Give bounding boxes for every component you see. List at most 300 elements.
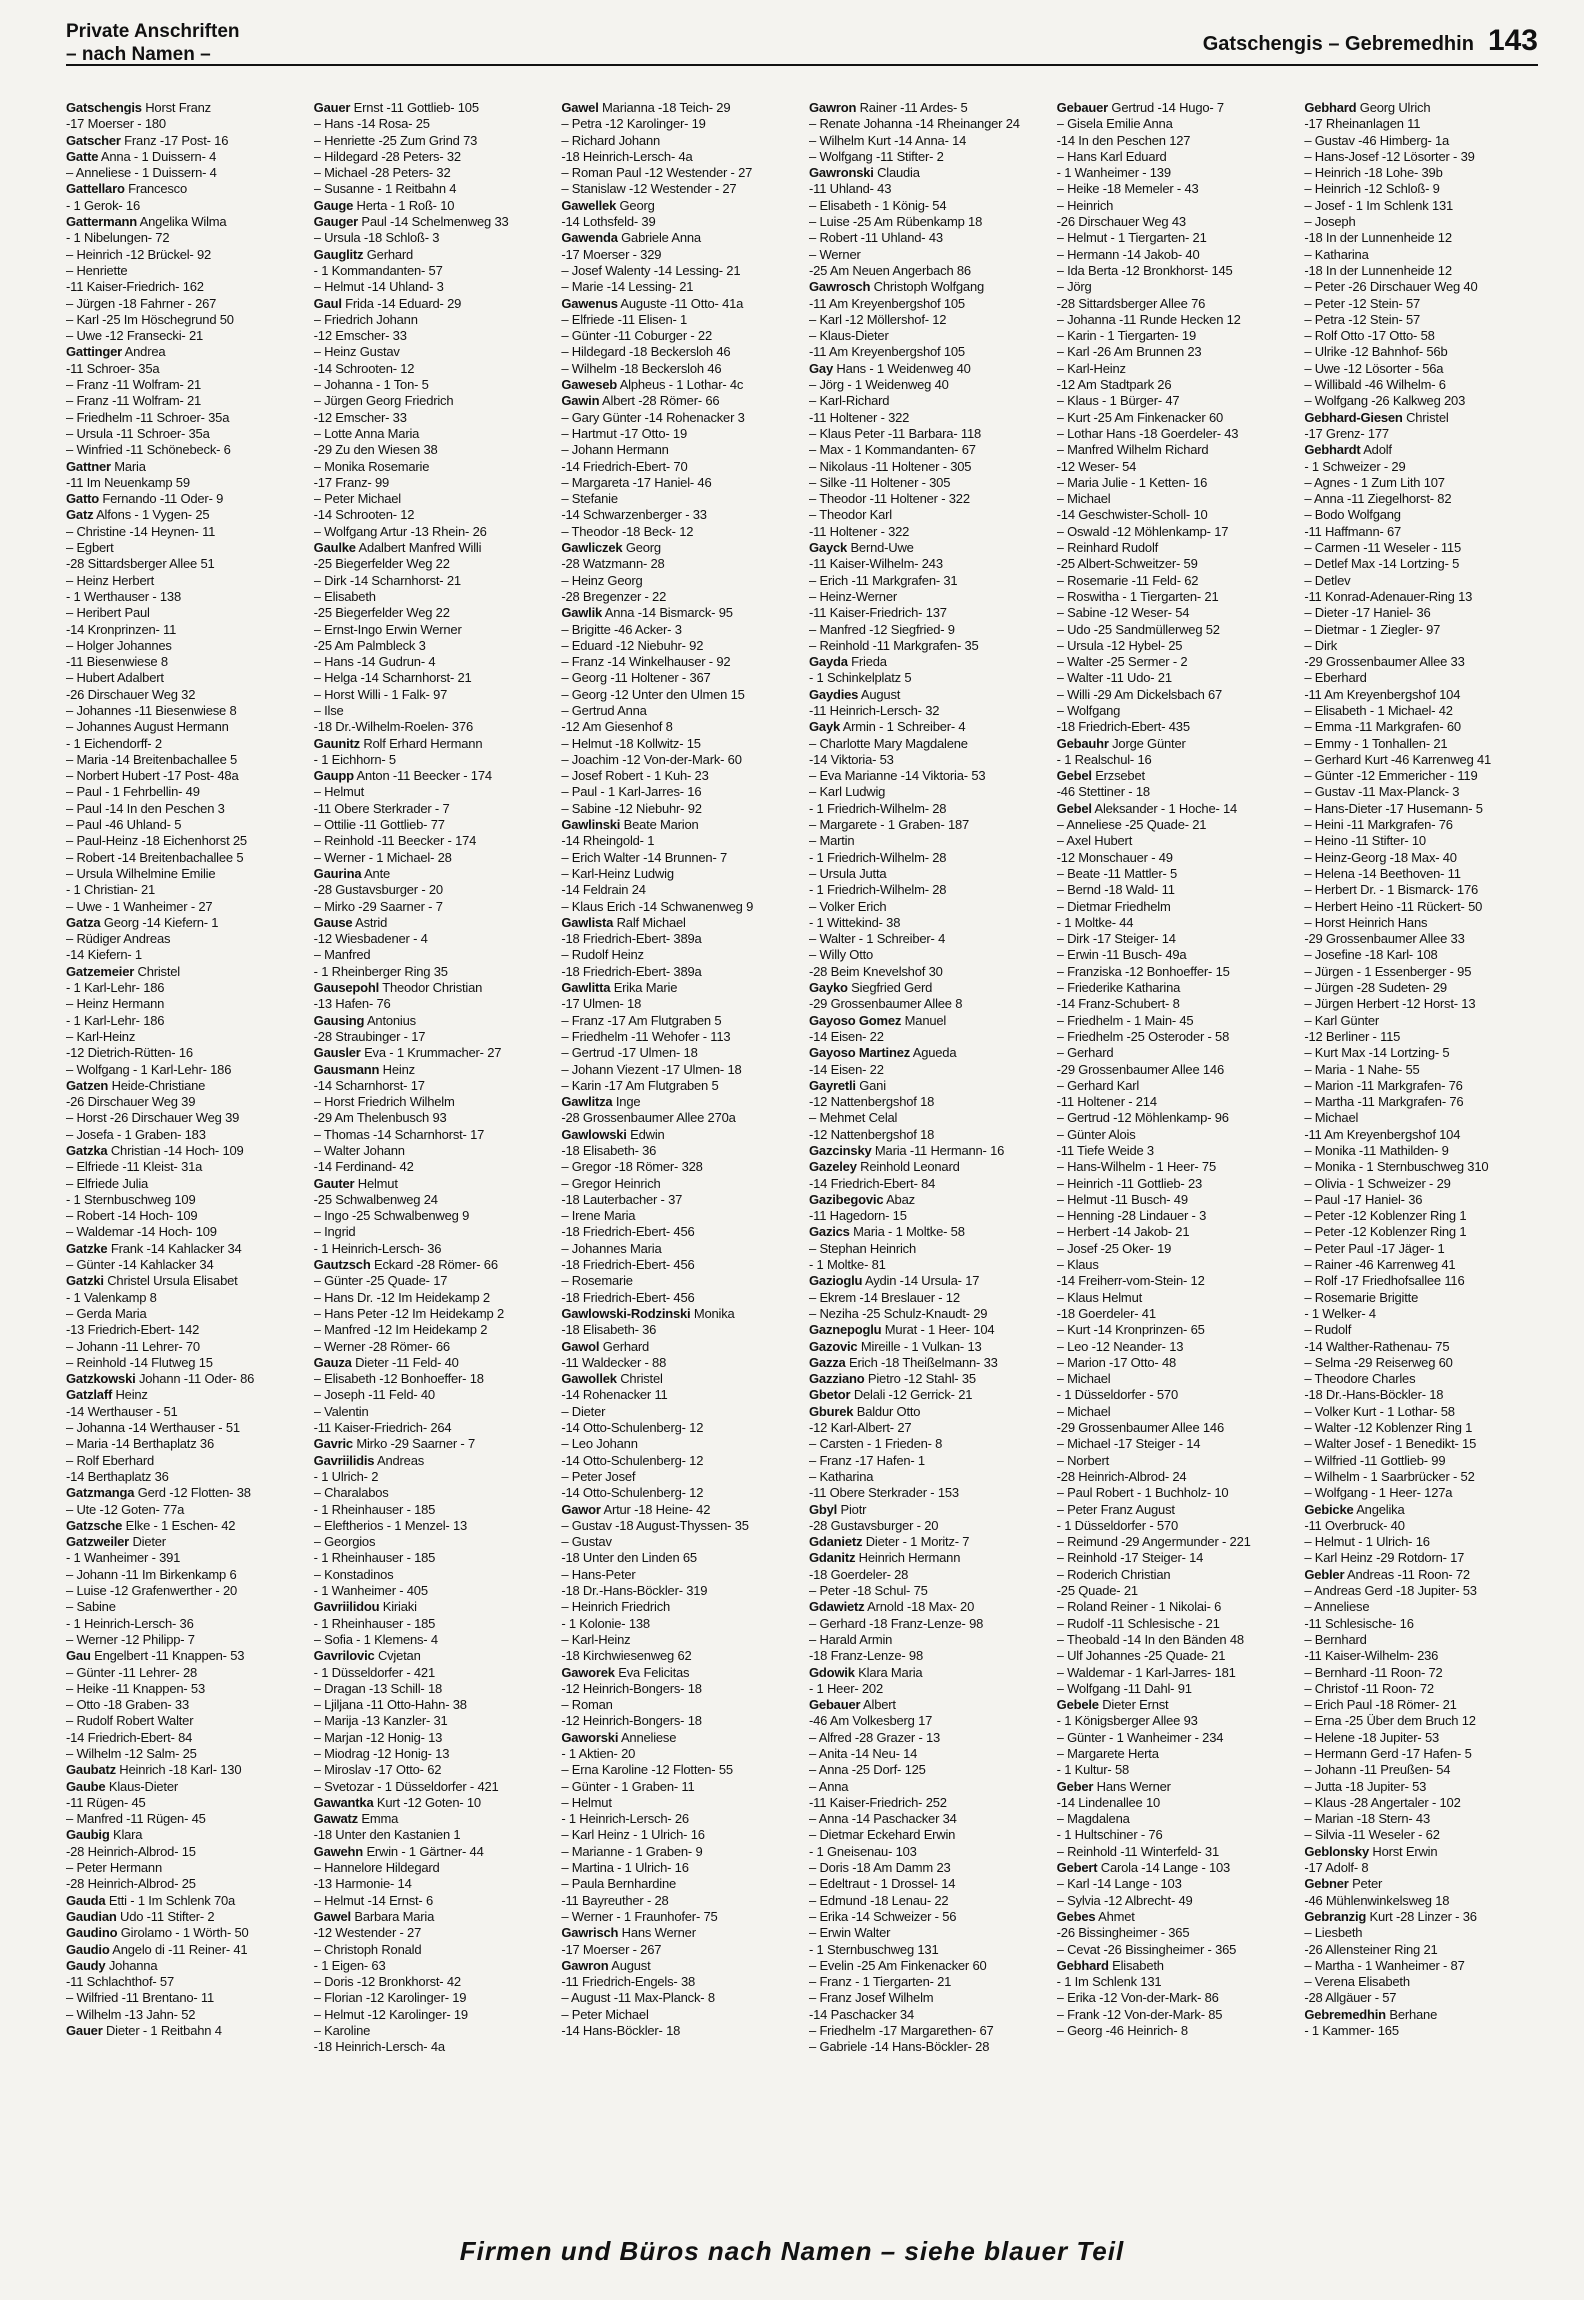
directory-entry (561, 736, 795, 752)
entry-text: – Gerhard (1056, 1045, 1114, 1061)
directory-entry (314, 1094, 548, 1110)
directory-entry (561, 230, 795, 246)
entry-text: – Franziska -12 Bonhoeffer- 15 (1056, 963, 1230, 979)
entry-text: -12 Am Giesenhof 8 (561, 719, 673, 735)
directory-entry (66, 426, 300, 442)
entry-text: – Anita -14 Neu- 14 (809, 1745, 918, 1761)
entry-text: – Rudolf Robert Walter (66, 1713, 194, 1729)
entry-surname: Gayretli (809, 1077, 856, 1093)
entry-text: Inge (612, 1094, 641, 1110)
entry-surname: Gatzlaff (66, 1387, 113, 1403)
directory-entry (66, 1942, 300, 1958)
directory-entry (561, 328, 795, 344)
directory-entry (314, 915, 548, 931)
entry-text: – Peter -12 Koblenzer Ring 1 (1304, 1224, 1467, 1240)
directory-entry (809, 1029, 1043, 1045)
directory-entry (314, 1192, 548, 1208)
entry-text: -11 Kaiser-Wilhelm- 236 (1304, 1648, 1439, 1664)
entry-text: – Dirk -17 Steiger- 14 (1056, 931, 1176, 947)
directory-entry (1057, 491, 1291, 507)
directory-entry (314, 230, 548, 246)
directory-entry (809, 882, 1043, 898)
directory-entry (809, 1990, 1043, 2006)
footer-note: Firmen und Büros nach Namen – siehe blauer Teil (459, 2236, 1125, 2266)
directory-entry (314, 475, 548, 491)
directory-entry (809, 1974, 1043, 1990)
directory-entry (809, 964, 1043, 980)
entry-text: - 1 Im Schlenk 131 (1056, 1974, 1162, 1990)
entry-text: – Cevat -26 Bissingheimer - 365 (1056, 1941, 1237, 1957)
entry-surname: Gebauer (809, 1697, 861, 1713)
entry-text: – Rosemarie Brigitte (1304, 1289, 1419, 1305)
entry-text: Erzsebet (1091, 768, 1145, 784)
entry-text: -14 Werthauser - 51 (66, 1403, 178, 1419)
entry-text: – Waldemar - 1 Karl-Jarres- 181 (1056, 1664, 1236, 1680)
directory-entry (1304, 1029, 1538, 1045)
entry-text: -46 Am Volkesberg 17 (809, 1713, 933, 1729)
entry-surname: Gawrosch (809, 279, 871, 295)
directory-entry (561, 1094, 795, 1110)
directory-entry (561, 1958, 795, 1974)
directory-entry (1057, 1306, 1291, 1322)
directory-entry (66, 1502, 300, 1518)
entry-text: Artur -18 Heine- 42 (600, 1501, 711, 1517)
directory-entry (314, 459, 548, 475)
entry-text: – Henriette -25 Zum Grind 73 (313, 132, 478, 148)
entry-text: – Edmund -18 Lenau- 22 (809, 1892, 949, 1908)
directory-entry (1304, 198, 1538, 214)
directory-entry (314, 1241, 548, 1257)
entry-surname: Gebauhr (1056, 735, 1109, 751)
entry-text: – Silvia -11 Weseler - 62 (1304, 1827, 1440, 1843)
entry-text: – Robert -14 Hoch- 109 (66, 1208, 198, 1224)
entry-text: – Heinrich -12 Schloß- 9 (1304, 181, 1440, 197)
directory-entry (314, 344, 548, 360)
entry-text: Georg Ulrich (1356, 100, 1431, 115)
entry-text: -18 Unter den Linden 65 (561, 1550, 697, 1566)
entry-text: -17 Grenz- 177 (1304, 425, 1389, 441)
directory-column-4 (809, 100, 1043, 2230)
entry-text: -12 Berliner - 115 (1304, 1028, 1401, 1044)
entry-text: – Michael (1056, 1371, 1111, 1387)
entry-text: Adalbert Manfred Willi (355, 540, 482, 556)
entry-text: – Susanne - 1 Reitbahn 4 (313, 181, 457, 197)
entry-text: – Günter -11 Lehrer- 28 (66, 1664, 198, 1680)
entry-text: - 1 Wanheimer - 405 (313, 1583, 428, 1599)
entry-text: Cvjetan (374, 1648, 421, 1664)
directory-entry (314, 540, 548, 556)
entry-text: Heinz (379, 1061, 415, 1077)
directory-entry (66, 1306, 300, 1322)
entry-text: Anna - 1 Duissern- 4 (98, 148, 217, 164)
entry-surname: Gdanietz (809, 1534, 863, 1550)
directory-entry (1304, 1062, 1538, 1078)
entry-text: – Christoph Ronald (313, 1941, 422, 1957)
directory-entry (1304, 1159, 1538, 1175)
entry-text: – Stanislaw -12 Westender - 27 (561, 181, 737, 197)
directory-entry (561, 1306, 795, 1322)
directory-entry (1304, 1094, 1538, 1110)
entry-text: August (608, 1957, 651, 1973)
entry-text: Dieter - 1 Moritz- 7 (862, 1534, 970, 1550)
entry-surname: Gebranzig (1304, 1908, 1367, 1924)
entry-text: – Ingrid (313, 1224, 356, 1240)
entry-text: – Valentin (313, 1403, 369, 1419)
entry-text: -14 Eisen- 22 (809, 1028, 884, 1044)
entry-text: -11 Im Neuenkamp 59 (66, 474, 190, 490)
directory-entry (809, 1224, 1043, 1240)
entry-surname: Gazziano (809, 1371, 865, 1387)
entry-surname: Gausing (313, 1012, 365, 1028)
entry-text: -28 Grossenbaumer Allee 270a (561, 1110, 736, 1126)
directory-entry (66, 1404, 300, 1420)
directory-entry (66, 1029, 300, 1045)
entry-surname: Gatzen (66, 1077, 109, 1093)
entry-text: -11 Hagedorn- 15 (809, 1208, 907, 1224)
entry-text: -14 Walther-Rathenau- 75 (1304, 1338, 1450, 1354)
directory-entry (1057, 1387, 1291, 1403)
entry-text: – Walter -25 Sermer - 2 (1056, 654, 1188, 670)
entry-text: – Werner (809, 246, 861, 262)
entry-text: – Hubert Adalbert (66, 670, 164, 686)
entry-text: -18 Friedrich-Ebert- 389a (561, 963, 702, 979)
directory-entry (1057, 540, 1291, 556)
entry-text: – Günter - 1 Graben- 11 (561, 1778, 695, 1794)
directory-entry (1057, 1876, 1291, 1892)
directory-entry (66, 1681, 300, 1697)
directory-entry (1304, 296, 1538, 312)
directory-entry (809, 1827, 1043, 1843)
entry-text: – Jutta -18 Jupiter- 53 (1304, 1778, 1427, 1794)
directory-entry (1057, 1062, 1291, 1078)
entry-surname: Gawehn (313, 1843, 364, 1859)
entry-text: – Klaus (1056, 1257, 1099, 1273)
directory-entry (1057, 1746, 1291, 1762)
entry-text: Abaz (883, 1191, 915, 1207)
entry-text: -18 Lauterbacher - 37 (561, 1191, 683, 1207)
entry-text: – Rainer -46 Karrenweg 41 (1304, 1257, 1456, 1273)
directory-entry (66, 1827, 300, 1843)
entry-text: – Stephan Heinrich (809, 1240, 916, 1256)
directory-entry (809, 703, 1043, 719)
directory-entry (1304, 980, 1538, 996)
entry-text: – Brigitte -46 Acker- 3 (561, 621, 682, 637)
directory-entry (809, 850, 1043, 866)
entry-text: – Wilhelm -18 Beckersloh 46 (561, 360, 722, 376)
directory-entry (809, 1257, 1043, 1273)
entry-text: – Hildegard -18 Beckersloh 46 (561, 344, 731, 360)
directory-entry (1057, 214, 1291, 230)
entry-text: – Dietmar Eckehard Erwin (809, 1827, 956, 1843)
entry-text: -11 Kaiser-Friedrich- 252 (809, 1794, 947, 1810)
entry-text: Dieter (129, 1534, 166, 1550)
entry-text: – Michael -17 Steiger - 14 (1056, 1436, 1201, 1452)
entry-text: -14 Geschwister-Scholl- 10 (1056, 507, 1208, 523)
directory-entry (66, 149, 300, 165)
directory-entry (809, 784, 1043, 800)
directory-entry (561, 296, 795, 312)
entry-text: -28 Sittardsberger Allee 76 (1056, 295, 1206, 311)
directory-entry (1304, 540, 1538, 556)
directory-entry (314, 1713, 548, 1729)
entry-text: – Hartmut -17 Otto- 19 (561, 425, 687, 441)
entry-text: Agueda (910, 1045, 957, 1061)
directory-entry (66, 1746, 300, 1762)
directory-entry (66, 133, 300, 149)
entry-text: -28 Gustavsburger - 20 (313, 882, 443, 898)
entry-surname: Gau (66, 1648, 91, 1664)
directory-entry (809, 1665, 1043, 1681)
entry-text: -18 In der Lunnenheide 12 (1304, 230, 1452, 246)
entry-text: – Hans Karl Eduard (1056, 148, 1167, 164)
directory-entry (1057, 1290, 1291, 1306)
entry-text: – Ursula -12 Hybel- 25 (1056, 637, 1183, 653)
directory-entry (809, 866, 1043, 882)
entry-surname: Geber (1056, 1778, 1094, 1794)
directory-entry (314, 1306, 548, 1322)
directory-entry (809, 736, 1043, 752)
entry-surname: Gay (809, 360, 833, 376)
directory-entry (314, 312, 548, 328)
entry-text: Christel Ursula Elisabet (103, 1273, 238, 1289)
entry-text: – Rudolf Heinz (561, 947, 644, 963)
entry-text: – Heinrich Friedrich (561, 1599, 671, 1615)
entry-text: Christel (1402, 409, 1449, 425)
entry-text: – Ekrem -14 Breslauer - 12 (809, 1289, 960, 1305)
entry-text: Georg (622, 540, 661, 556)
entry-text: Heinrich Hermann (855, 1550, 961, 1566)
directory-entry (561, 1436, 795, 1452)
directory-entry (314, 589, 548, 605)
directory-entry (1304, 165, 1538, 181)
directory-entry (809, 426, 1043, 442)
directory-entry (314, 1062, 548, 1078)
entry-text: -26 Dirschauer Weg 32 (66, 686, 196, 702)
entry-text: Gabriele Anna (617, 230, 701, 246)
entry-text: – Friedhelm - 1 Main- 45 (1056, 1012, 1194, 1028)
directory-entry (561, 100, 795, 116)
directory-entry (561, 393, 795, 409)
entry-text: – Jürgen -18 Fahrner - 267 (66, 295, 217, 311)
entry-text: - 1 Rheinhauser - 185 (313, 1501, 436, 1517)
entry-text: – Dieter (561, 1403, 606, 1419)
entry-text: - 1 Welker- 4 (1304, 1305, 1376, 1321)
entry-text: – Franz -11 Wolfram- 21 (66, 377, 202, 393)
entry-text: – Konstadinos (313, 1566, 394, 1582)
directory-entry (314, 491, 548, 507)
directory-entry (314, 1632, 548, 1648)
entry-text: – Bernhard -11 Roon- 72 (1304, 1664, 1443, 1680)
entry-text: – Waldemar -14 Hoch- 109 (66, 1224, 217, 1240)
directory-entry (66, 1453, 300, 1469)
directory-entry (1304, 279, 1538, 295)
entry-text: Engelbert -11 Knappen- 53 (90, 1648, 245, 1664)
directory-entry (809, 1404, 1043, 1420)
entry-text: - 1 Friedrich-Wilhelm- 28 (809, 882, 947, 898)
directory-entry (66, 1078, 300, 1094)
entry-text: -14 Schrooten- 12 (313, 360, 415, 376)
directory-entry (809, 801, 1043, 817)
entry-surname: Gayko (809, 980, 848, 996)
directory-entry (1057, 1013, 1291, 1029)
entry-text: -25 Albert-Schweitzer- 59 (1056, 556, 1198, 572)
entry-text: – Kurt -14 Kronprinzen- 65 (1056, 1322, 1205, 1338)
entry-text: – Johanna -11 Runde Hecken 12 (1056, 311, 1241, 327)
directory-entry (66, 1224, 300, 1240)
entry-text: – Helmut (561, 1794, 612, 1810)
directory-entry (66, 361, 300, 377)
directory-entry (1057, 1469, 1291, 1485)
entry-text: Alpheus - 1 Lothar- 4c (617, 377, 744, 393)
directory-entry (66, 1795, 300, 1811)
entry-text: – Helmut -14 Ernst- 6 (313, 1892, 434, 1908)
directory-entry (1304, 1176, 1538, 1192)
directory-entry (561, 768, 795, 784)
entry-text: Klara (109, 1827, 143, 1843)
entry-surname: Gatzkowski (66, 1371, 136, 1387)
entry-text: – Johann Hermann (561, 442, 669, 458)
directory-entry (1057, 1974, 1291, 1990)
entry-text: – Anneliese - 1 Duissern- 4 (66, 165, 217, 181)
entry-surname: Gawantka (313, 1794, 374, 1810)
entry-surname: Gebel (1056, 768, 1092, 784)
directory-entry (809, 312, 1043, 328)
entry-surname: Gatzke (66, 1240, 108, 1256)
entry-text: – Rüdiger Andreas (66, 931, 171, 947)
entry-text: – Gustav (561, 1534, 612, 1550)
entry-text: – Karin -17 Am Flutgraben 5 (561, 1077, 719, 1093)
directory-entry (809, 507, 1043, 523)
entry-text: – Karl-Heinz Ludwig (561, 865, 674, 881)
directory-entry (1057, 947, 1291, 963)
entry-text: – Walter Josef - 1 Benedikt- 15 (1304, 1436, 1477, 1452)
entry-text: - 1 Karl-Lehr- 186 (66, 980, 165, 996)
directory-entry (1304, 752, 1538, 768)
directory-entry (314, 1762, 548, 1778)
entry-text: Christel (134, 963, 180, 979)
directory-entry (809, 1192, 1043, 1208)
entry-text: Udo -11 Stifter- 2 (116, 1908, 215, 1924)
directory-entry (1304, 866, 1538, 882)
directory-entry (1304, 556, 1538, 572)
directory-entry (809, 1681, 1043, 1697)
directory-entry (1304, 442, 1538, 458)
directory-entry (561, 1192, 795, 1208)
directory-entry (561, 556, 795, 572)
entry-text: -13 Friedrich-Ebert- 142 (66, 1322, 200, 1338)
directory-entry (1304, 931, 1538, 947)
directory-entry (809, 915, 1043, 931)
entry-surname: Gatzsche (66, 1517, 123, 1533)
entry-text: Jorge Günter (1108, 735, 1186, 751)
directory-entry (314, 882, 548, 898)
entry-text: -14 Rheingold- 1 (561, 833, 655, 849)
directory-entry (66, 980, 300, 996)
entry-text: – Alfred -28 Grazer - 13 (809, 1729, 941, 1745)
directory-entry (1304, 719, 1538, 735)
directory-entry (66, 719, 300, 735)
entry-text: -18 Friedrich-Ebert- 456 (561, 1257, 695, 1273)
directory-entry (1304, 1387, 1538, 1403)
entry-text: – Ernst-Ingo Erwin Werner (313, 621, 462, 637)
entry-text: – Hermann -14 Jakob- 40 (1056, 246, 1200, 262)
entry-text: – Wolfgang (1056, 702, 1121, 718)
entry-text: Dieter - 1 Reitbahn 4 (102, 2023, 222, 2039)
entry-text: – Heike -11 Knappen- 53 (66, 1680, 205, 1696)
entry-text: -18 Friedrich-Ebert- 456 (561, 1224, 695, 1240)
directory-entry (1057, 1713, 1291, 1729)
entry-text: Ante (361, 865, 391, 881)
entry-text: Siegfried Gerd (847, 980, 933, 996)
directory-entry (314, 1045, 548, 1061)
entry-text: -12 Weser- 54 (1056, 458, 1137, 474)
directory-entry (561, 866, 795, 882)
directory-entry (561, 524, 795, 540)
entry-text: – Ida Berta -12 Bronkhorst- 145 (1056, 262, 1233, 278)
directory-entry (314, 247, 548, 263)
entry-text: -28 Beim Knevelshof 30 (809, 963, 943, 979)
entry-text: – Helmut -12 Karolinger- 19 (313, 2006, 468, 2022)
entry-surname: Gawin (561, 393, 600, 409)
entry-text: Claudia (873, 165, 920, 181)
entry-text: – Ursula Wilhelmine Emilie (66, 865, 216, 881)
entry-text: Kurt -12 Goten- 10 (373, 1794, 481, 1810)
directory-entry (1304, 507, 1538, 523)
directory-entry (66, 1599, 300, 1615)
entry-text: – Günter -12 Emmericher - 119 (1304, 768, 1478, 784)
entry-text: Elisabeth (1108, 1957, 1164, 1973)
directory-entry (66, 736, 300, 752)
entry-text: -11 Heinrich-Lersch- 32 (809, 702, 940, 718)
entry-text: Gerd -12 Flotten- 38 (134, 1485, 251, 1501)
directory-entry (1057, 1029, 1291, 1045)
entry-surname: Gatzmanga (66, 1485, 135, 1501)
entry-text: Heinrich -18 Karl- 130 (115, 1762, 242, 1778)
directory-entry (314, 996, 548, 1012)
directory-entry (66, 1713, 300, 1729)
entry-text: -14 Ferdinand- 42 (313, 1159, 414, 1175)
directory-entry (66, 1241, 300, 1257)
directory-entry (809, 1876, 1043, 1892)
entry-text: – Josef Walenty -14 Lessing- 21 (561, 262, 741, 278)
directory-entry (561, 1469, 795, 1485)
entry-surname: Gaworek (561, 1664, 615, 1680)
entry-text: – Ursula -11 Schroer- 35a (66, 425, 210, 441)
directory-entry (66, 344, 300, 360)
entry-text: -11 Overbruck- 40 (1304, 1517, 1405, 1533)
entry-text: -17 Ulmen- 18 (561, 996, 642, 1012)
entry-text: -12 Westender - 27 (313, 1925, 422, 1941)
entry-text: -28 Heinrich-Albrod- 15 (66, 1843, 196, 1859)
entry-text: -11 Schroer- 35a (66, 360, 160, 376)
directory-entry (1304, 1127, 1538, 1143)
directory-entry (66, 1811, 300, 1827)
entry-text: – Marion -17 Otto- 48 (1056, 1354, 1177, 1370)
directory-entry (809, 1632, 1043, 1648)
directory-entry (1057, 1990, 1291, 2006)
entry-text: – Margarete Herta (1056, 1745, 1159, 1761)
entry-text: – Monika Rosemarie (313, 458, 430, 474)
entry-surname: Gebert (1056, 1860, 1098, 1876)
entry-text: – Gerda Maria (66, 1305, 147, 1321)
entry-text: -17 Franz- 99 (313, 474, 390, 490)
entry-text: – Manfred -12 Im Heidekamp 2 (313, 1322, 488, 1338)
entry-text: - 1 Friedrich-Wilhelm- 28 (809, 800, 947, 816)
entry-text: – Hans-Dieter -17 Husemann- 5 (1304, 800, 1483, 816)
entry-text: -12 Am Stadtpark 26 (1056, 377, 1172, 393)
entry-text: – Theobald -14 In den Bänden 48 (1056, 1631, 1244, 1647)
directory-entry (809, 1518, 1043, 1534)
